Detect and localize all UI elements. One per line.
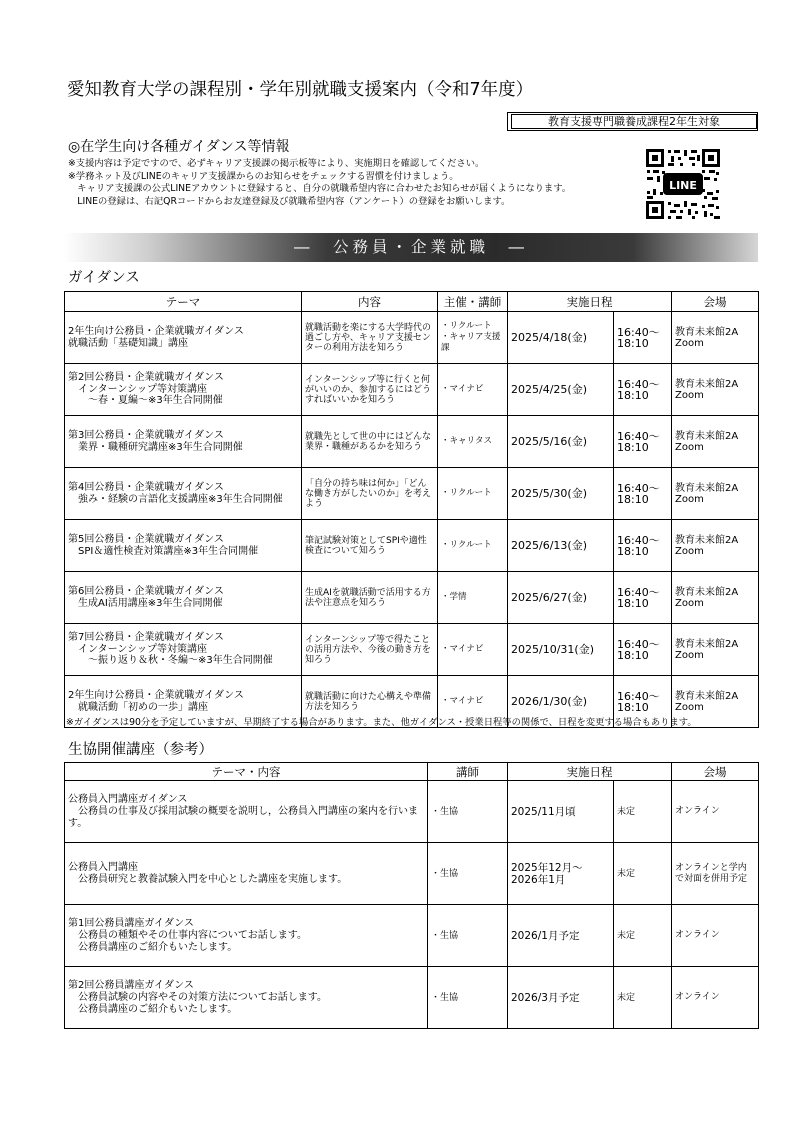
row-date: 2026/1月予定 <box>508 905 614 967</box>
line-qr-code-icon[interactable] <box>644 147 722 221</box>
target-audience-label: 教育支援専門職養成課程2年生対象 <box>511 114 757 129</box>
header-theme-content: テーマ・内容 <box>65 763 428 781</box>
row-time: 16:40～ 18:10 <box>614 364 672 416</box>
target-audience-box <box>507 112 758 131</box>
row-date: 2025/11月頃 <box>508 781 614 843</box>
row-organizer: ・学情 <box>438 572 508 624</box>
row-venue: 教育未来館2A Zoom <box>672 312 759 364</box>
row-lecturer: ・生協 <box>428 843 508 905</box>
row-organizer: ・リクルート <box>438 520 508 572</box>
note-line: ※支援内容は予定ですので、必ずキャリア支援課の掲示板等により、実施期日を確認してください。 <box>68 158 485 169</box>
row-lecturer: ・生協 <box>428 781 508 843</box>
row-venue: 教育未来館2A Zoom <box>672 520 759 572</box>
header-organizer: 主催・講師 <box>438 292 508 312</box>
row-theme: 第7回公務員・企業就職ガイダンス インターンシップ等対策講座 ～振り返り＆秋・冬編～※3年生合同開催 <box>65 624 302 676</box>
row-venue: オンライン <box>672 905 759 967</box>
row-date: 2025/6/27(金) <box>508 572 614 624</box>
header-theme: テーマ <box>65 292 302 312</box>
row-venue: 教育未来館2A Zoom <box>672 468 759 520</box>
row-venue: オンライン <box>672 967 759 1029</box>
guidance-footnote: ※ガイダンスは90分を予定していますが、早期終了する場合があります。また、他ガイダンス・授業日程等の関係で、日程を変更する場合もあります。 <box>66 717 697 728</box>
row-organizer: ・キャリタス <box>438 416 508 468</box>
row-date: 2025年12月～ 2026年1月 <box>508 843 614 905</box>
row-venue: 教育未来館2A Zoom <box>672 676 759 728</box>
banner-label: ― 公務員・企業就職 ― <box>293 238 528 256</box>
row-status: 未定 <box>614 781 672 843</box>
row-date: 2025/10/31(金) <box>508 624 614 676</box>
row-venue: オンラインと学内 で対面を併用予定 <box>672 843 759 905</box>
table-row <box>65 572 759 624</box>
table-header-row <box>65 763 759 781</box>
row-status: 未定 <box>614 905 672 967</box>
row-venue: 教育未来館2A Zoom <box>672 416 759 468</box>
row-content: 就職活動に向けた心構えや準備方法を知ろう <box>302 676 438 728</box>
notes <box>68 158 571 208</box>
table-row <box>65 624 759 676</box>
header-content: 内容 <box>302 292 438 312</box>
row-venue: 教育未来館2A Zoom <box>672 364 759 416</box>
row-theme: 2年生向け公務員・企業就職ガイダンス 就職活動「基礎知識」講座 <box>65 312 302 364</box>
row-date: 2026/3月予定 <box>508 967 614 1029</box>
row-content: インターンシップ等に行くと何がいいのか、参加するにはどうすればいいかを知ろう <box>302 364 438 416</box>
table-row <box>65 468 759 520</box>
note-line: ※学務ネット及びLINEのキャリア支援課からのお知らせをチェックする習慣を付けましょう。 <box>68 170 459 182</box>
coop-heading: 生協開催講座（参考） <box>68 742 213 758</box>
row-date: 2025/4/18(金) <box>508 312 614 364</box>
guidance-table <box>64 291 759 728</box>
row-content: 就職先として世の中にはどんな業界・職種があるかを知ろう <box>302 416 438 468</box>
row-status: 未定 <box>614 843 672 905</box>
row-date: 2025/4/25(金) <box>508 364 614 416</box>
table-row <box>65 364 759 416</box>
row-date: 2026/1/30(金) <box>508 676 614 728</box>
row-theme: 第2回公務員・企業就職ガイダンス インターンシップ等対策講座 ～春・夏編～※3年生合同開催 <box>65 364 302 416</box>
row-time: 16:40～ 18:10 <box>614 572 672 624</box>
note-line: キャリア支援課の公式LINEアカウントに登録すると、自分の就職希望内容に合わせたお知らせが届くようになります。 <box>68 183 572 194</box>
row-content: 「自分の持ち味は何か」「どんな働き方がしたいのか」を考えよう <box>302 468 438 520</box>
row-content: 生成AIを就職活動で活用する方法や注意点を知ろう <box>302 572 438 624</box>
coop-table <box>64 762 759 1029</box>
row-organizer: ・リクルート <box>438 468 508 520</box>
table-row <box>65 416 759 468</box>
row-time: 16:40～ 18:10 <box>614 416 672 468</box>
row-theme: 2年生向け公務員・企業就職ガイダンス 就職活動「初めの一歩」講座 <box>65 676 302 728</box>
row-time: 16:40～ 18:10 <box>614 624 672 676</box>
header-lecturer: 講師 <box>428 763 508 781</box>
table-row <box>65 967 759 1029</box>
row-theme: 公務員入門講座ガイダンス 公務員の仕事及び採用試験の概要を説明し，公務員入門講座の案内を行います。 <box>65 781 428 843</box>
table-row <box>65 781 759 843</box>
table-row <box>65 520 759 572</box>
row-time: 16:40～ 18:10 <box>614 312 672 364</box>
row-lecturer: ・生協 <box>428 905 508 967</box>
row-content: インターンシップ等で得たことの活用方法や、今後の動き方を知ろう <box>302 624 438 676</box>
guidance-heading: ガイダンス <box>68 270 140 286</box>
row-date: 2025/6/13(金) <box>508 520 614 572</box>
row-venue: 教育未来館2A Zoom <box>672 572 759 624</box>
header-schedule: 実施日程 <box>508 292 672 312</box>
row-organizer: ・マイナビ <box>438 676 508 728</box>
row-theme: 第4回公務員・企業就職ガイダンス 強み・経験の言語化支援講座※3年生合同開催 <box>65 468 302 520</box>
row-time: 16:40～ 18:10 <box>614 676 672 728</box>
row-date: 2025/5/30(金) <box>508 468 614 520</box>
row-theme: 公務員入門講座 公務員研究と教養試験入門を中心とした講座を実施します。 <box>65 843 428 905</box>
row-organizer: ・マイナビ <box>438 364 508 416</box>
table-header-row <box>65 292 759 312</box>
note-line: LINEの登録は、右記QRコードからお友達登録及び就職希望内容（アンケート）の登録をお願いします。 <box>68 195 511 207</box>
row-status: 未定 <box>614 967 672 1029</box>
row-organizer: ・リクルート ・キャリア支援課 <box>438 312 508 364</box>
row-time: 16:40～ 18:10 <box>614 520 672 572</box>
header-venue: 会場 <box>672 292 759 312</box>
row-theme: 第6回公務員・企業就職ガイダンス 生成AI活用講座※3年生合同開催 <box>65 572 302 624</box>
row-theme: 第5回公務員・企業就職ガイダンス SPI＆適性検査対策講座※3年生合同開催 <box>65 520 302 572</box>
table-row <box>65 843 759 905</box>
page-title: 愛知教育大学の課程別・学年別就職支援案内（令和7年度） <box>67 80 534 100</box>
category-banner <box>64 233 758 262</box>
row-date: 2025/5/16(金) <box>508 416 614 468</box>
row-lecturer: ・生協 <box>428 967 508 1029</box>
row-venue: 教育未来館2A Zoom <box>672 624 759 676</box>
row-theme: 第3回公務員・企業就職ガイダンス 業界・職種研究講座※3年生合同開催 <box>65 416 302 468</box>
section-heading: ◎在学生向け各種ガイダンス等情報 <box>68 139 290 155</box>
row-content: 筆記試験対策としてSPIや適性検査について知ろう <box>302 520 438 572</box>
header-schedule: 実施日程 <box>508 763 672 781</box>
row-theme: 第2回公務員講座ガイダンス 公務員試験の内容やその対策方法についてお話します。 公務員講座のご紹介もいたします。 <box>65 967 428 1029</box>
row-venue: オンライン <box>672 781 759 843</box>
row-content: 就職活動を楽にする大学時代の過ごし方や、キャリア支援センターの利用方法を知ろう <box>302 312 438 364</box>
row-time: 16:40～ 18:10 <box>614 468 672 520</box>
table-row <box>65 312 759 364</box>
row-organizer: ・マイナビ <box>438 624 508 676</box>
row-theme: 第1回公務員講座ガイダンス 公務員の種類やその仕事内容についてお話します。 公務員講座のご紹介もいたします。 <box>65 905 428 967</box>
table-row <box>65 905 759 967</box>
header-venue: 会場 <box>672 763 759 781</box>
qr-label: LINE <box>669 179 697 192</box>
